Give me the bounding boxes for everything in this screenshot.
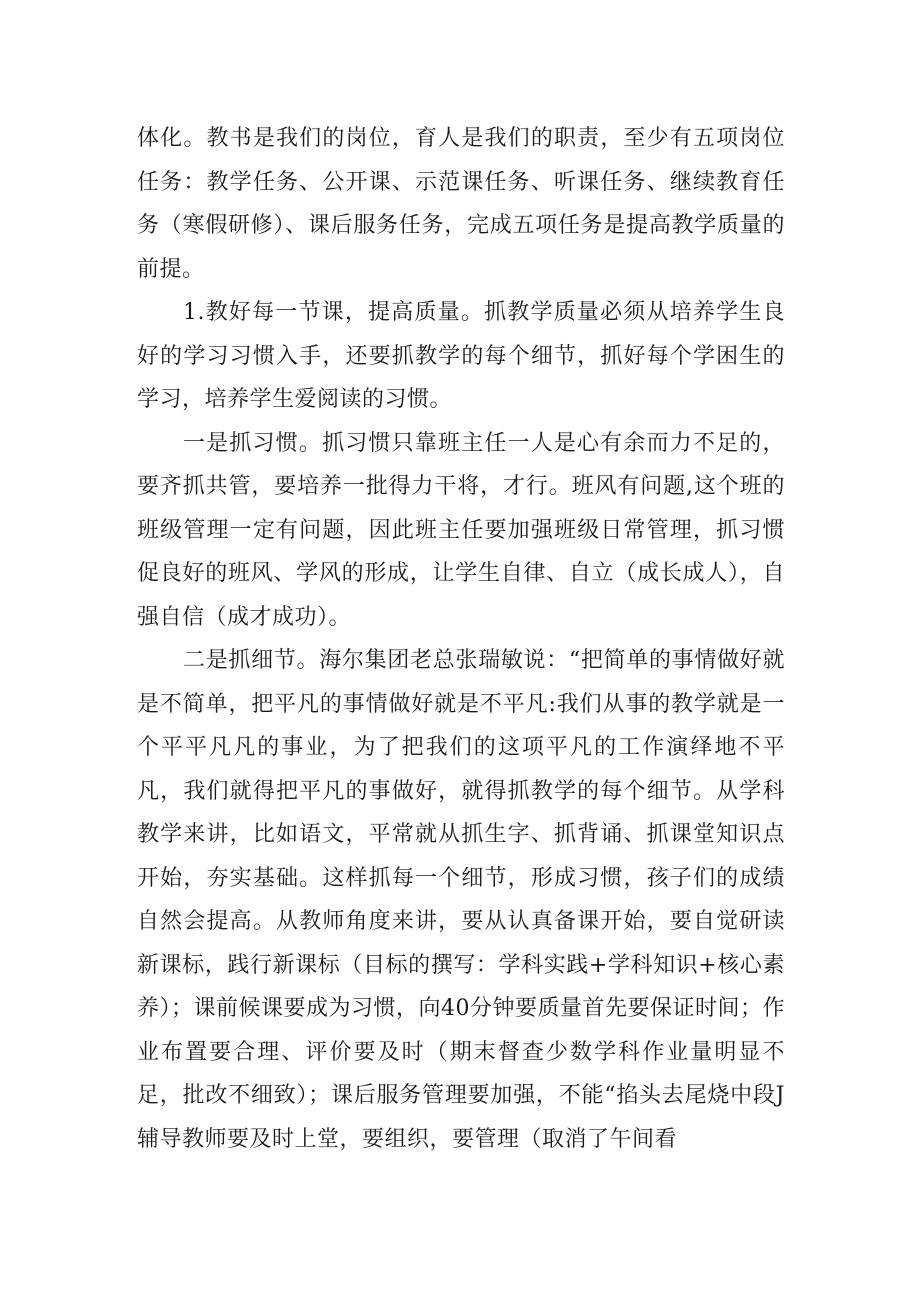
document-body [137,117,785,1161]
paragraph-teaching-quality: 1.教好每一节课，提高质量。抓教学质量必须从培养学生良好的学习习惯入手，还要抓教学的每个细节，抓好每个学困生的学习，培养学生爱阅读的习惯。 [137,300,785,412]
paragraph-details: 二是抓细节。海尔集团老总张瑞敏说：“把简单的事情做好就是不简单，把平凡的事情做好就是不平凡:我们从事的教学就是一个平平凡凡的事业，为了把我们的这项平凡的工作演绎地不平凡，我们就得把平凡的事做好，就得抓教学的每个细节。从学科教学来讲，比如语文，平常就从抓生字、抓背诵、抓课堂知识点开始，夯实基础。这样抓每一个细节，形成习惯，孩子们的成绩自然会提高。从教师角度来讲，要从认真备课开始，要自觉研读新课标，践行新课标（目标的撰写：学科实践+学科知识+核心素养）；课前候课要成为习惯，向40分钟要质量首先要保证时间；作业布置要合理、评价要及时（期末督查少数学科作业量明显不足，批改不细致）；课后服务管理要加强，不能“掐头去尾烧中段J辅导教师要及时上堂，要组织，要管理（取消了午间看 [137,648,785,1152]
paragraph-continuation: 体化。教书是我们的岗位，育人是我们的职责，至少有五项岗位任务：教学任务、公开课、示范课任务、听课任务、继续教育任务（寒假研修）、课后服务任务，完成五项任务是提高教学质量的前提。 [137,126,785,282]
paragraph-habits: 一是抓习惯。抓习惯只靠班主任一人是心有余而力不足的，要齐抓共管，要培养一批得力干将，才行。班风有问题,这个班的班级管理一定有问题，因此班主任要加强班级日常管理，抓习惯促良好的班风、学风的形成，让学生自律、自立（成长成人），自强自信（成才成功）。 [137,430,785,630]
